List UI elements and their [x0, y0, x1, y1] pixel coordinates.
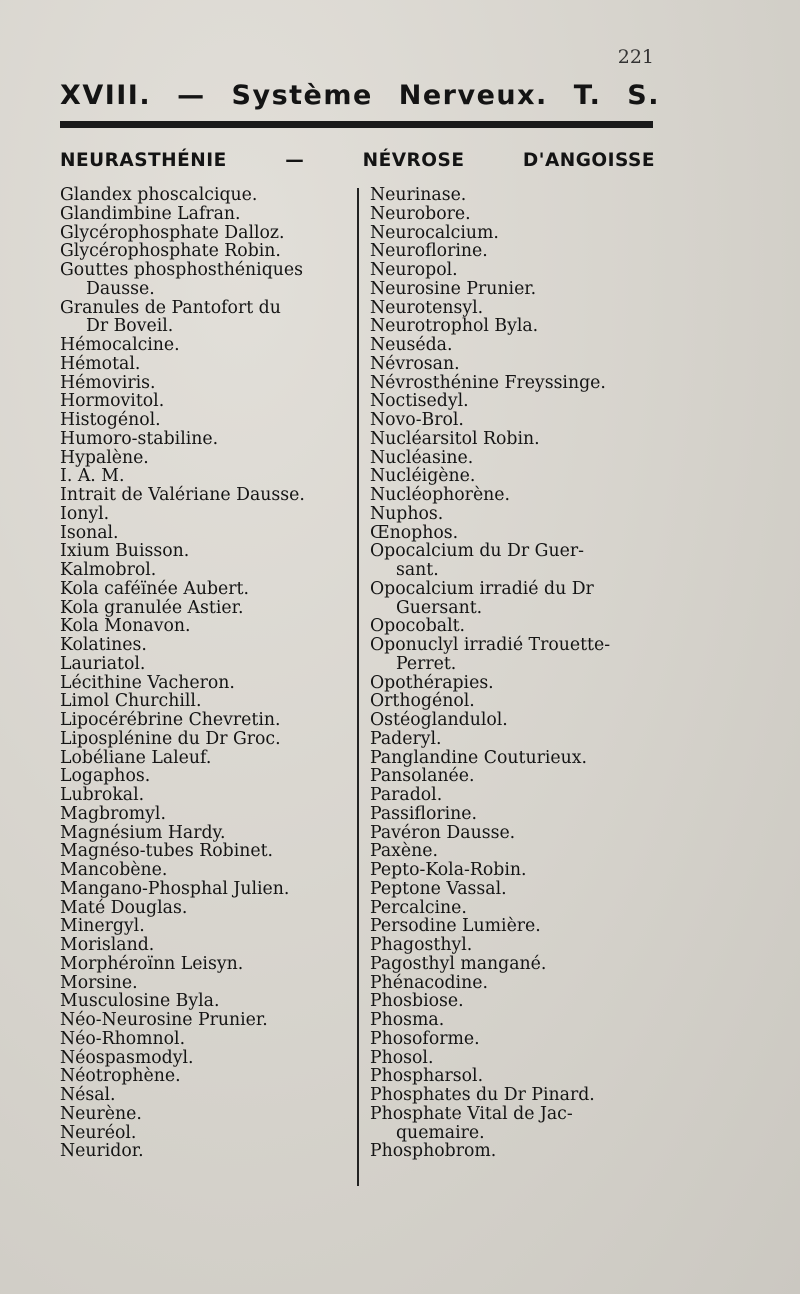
- list-item: Glycérophosphate Dalloz.: [60, 222, 285, 243]
- list-item: Kolatines.: [60, 635, 147, 655]
- list-item: Passiflorine.: [370, 803, 477, 824]
- list-item: Névrosthénine Freyssinge.: [370, 372, 606, 393]
- list-item: Neurotensyl.: [370, 297, 484, 318]
- list-item: Neurotrophol Byla.: [370, 316, 539, 337]
- list-item: Phosphobrom.: [370, 1141, 497, 1162]
- list-item: Noctisedyl.: [370, 391, 469, 412]
- list-item: Pavéron Dausse.: [370, 822, 516, 843]
- list-item: Morsine.: [60, 972, 138, 993]
- list-item: Opocalcium du Dr Guer-: [370, 541, 584, 562]
- list-item: Peptone Vassal.: [370, 878, 507, 899]
- list-item: Hémocalcine.: [60, 335, 180, 355]
- list-item: Lécithine Vacheron.: [60, 672, 235, 693]
- list-item: Phagosthyl.: [370, 935, 473, 955]
- list-item: Phosphate Vital de Jac-: [370, 1103, 573, 1124]
- list-item: Glycérophosphate Robin.: [60, 241, 281, 262]
- list-item: Oponuclyl irradié Trouette-: [370, 635, 611, 655]
- list-item: Magnéso-tubes Robinet.: [60, 841, 274, 862]
- list-item: Novo-Brol.: [370, 410, 464, 430]
- list-item: Neurinase.: [370, 185, 467, 205]
- list-item: Hémotal.: [60, 353, 141, 374]
- list-item: Maté Douglas.: [60, 897, 188, 918]
- page-number: 221: [617, 46, 654, 68]
- list-item: Nucléasine.: [370, 447, 474, 468]
- list-item: Nucléophorène.: [370, 485, 511, 505]
- list-item: Gouttes phosphosthéniques: [60, 260, 303, 280]
- list-item: Mangano-Phosphal Julien.: [60, 878, 290, 899]
- list-item: Kalmobrol.: [60, 560, 157, 580]
- list-item: Nuphos.: [370, 503, 444, 524]
- list-item: Phosbiose.: [370, 991, 464, 1012]
- list-item: quemaire.: [396, 1122, 485, 1143]
- list-item: Neurocalcium.: [370, 222, 499, 243]
- list-item: Magnésium Hardy.: [60, 822, 226, 843]
- left-column: [60, 186, 350, 1161]
- column-divider: [357, 188, 359, 1186]
- list-item: Morphéroïnn Leisyn.: [60, 953, 244, 974]
- list-item: Lobéliane Laleuf.: [60, 747, 212, 768]
- list-item: Lubrokal.: [60, 785, 145, 805]
- list-item: Dr Boveil.: [86, 316, 174, 337]
- list-item: Dausse.: [86, 278, 155, 299]
- list-item: Mancobène.: [60, 860, 168, 880]
- list-item: Intrait de Valériane Dausse.: [60, 485, 305, 505]
- list-item: Neuroflorine.: [370, 241, 488, 262]
- list-item: Paxène.: [370, 841, 438, 862]
- list-item: Logaphos.: [60, 766, 151, 787]
- list-item: Nucléigène.: [370, 466, 476, 487]
- list-item: Neuséda.: [370, 335, 453, 355]
- list-item: Minergyl.: [60, 916, 145, 937]
- list-item: Glandimbine Lafran.: [60, 203, 241, 224]
- list-item: Phosoforme.: [370, 1028, 480, 1049]
- list-item: Pagosthyl mangané.: [370, 953, 547, 974]
- chapter-title: XVIII. — Système Nerveux. T. S.: [60, 80, 660, 111]
- list-item: Lipocérébrine Chevretin.: [60, 710, 281, 730]
- list-item: Panglandine Couturieux.: [370, 747, 587, 768]
- list-item: Neurosine Prunier.: [370, 278, 537, 299]
- list-item: Limol Churchill.: [60, 691, 202, 712]
- list-item: Granules de Pantofort du: [60, 297, 281, 318]
- list-item: Hormovitol.: [60, 391, 165, 412]
- section-title: NEURASTHÉNIE — NÉVROSE D'ANGOISSE: [60, 150, 655, 171]
- list-item: Pansolanée.: [370, 766, 475, 787]
- list-item: Neuréol.: [60, 1122, 137, 1143]
- list-item: Névrosan.: [370, 353, 460, 374]
- list-item: Opocalcium irradié du Dr: [370, 578, 594, 599]
- list-item: Neuropol.: [370, 260, 458, 280]
- list-item: Phosma.: [370, 1010, 445, 1030]
- list-item: Liposplénine du Dr Groc.: [60, 728, 281, 749]
- list-item: Paradol.: [370, 785, 443, 805]
- list-item: Guersant.: [396, 597, 483, 618]
- list-item: Neurène.: [60, 1103, 142, 1124]
- list-item: Isonal.: [60, 522, 119, 543]
- list-item: Ixium Buisson.: [60, 541, 190, 562]
- chapter-rule: [60, 121, 653, 128]
- list-item: Neurobore.: [370, 203, 471, 224]
- list-item: Kola granulée Astier.: [60, 597, 244, 618]
- list-item: Perret.: [396, 653, 457, 674]
- list-item: Phénacodine.: [370, 972, 488, 993]
- list-item: Histogénol.: [60, 410, 161, 430]
- list-item: Kola caféïnée Aubert.: [60, 578, 249, 599]
- list-item: Phosphates du Dr Pinard.: [370, 1085, 595, 1105]
- list-item: I. A. M.: [60, 466, 125, 487]
- list-item: Musculosine Byla.: [60, 991, 220, 1012]
- list-item: Néo-Rhomnol.: [60, 1028, 186, 1049]
- list-item: Hémoviris.: [60, 372, 156, 393]
- list-item: Humoro-stabiline.: [60, 428, 219, 449]
- list-item: Phosol.: [370, 1047, 434, 1068]
- right-column: [370, 186, 666, 1161]
- list-item: Kola Monavon.: [60, 616, 191, 637]
- list-item: Néospasmodyl.: [60, 1047, 194, 1068]
- list-item: Nucléarsitol Robin.: [370, 428, 540, 449]
- list-item: sant.: [396, 560, 439, 580]
- list-item: Orthogénol.: [370, 691, 475, 712]
- list-item: Œnophos.: [370, 522, 459, 543]
- list-item: Neuridor.: [60, 1141, 144, 1162]
- list-item: Morisland.: [60, 935, 155, 955]
- list-item: Hypalène.: [60, 447, 149, 468]
- list-item: Opocobalt.: [370, 616, 466, 637]
- list-item: Paderyl.: [370, 728, 442, 749]
- list-item: Glandex phoscalcique.: [60, 185, 258, 205]
- list-item: Persodine Lumière.: [370, 916, 541, 937]
- list-item: Ostéoglandulol.: [370, 710, 508, 730]
- list-item: Phospharsol.: [370, 1066, 484, 1087]
- list-item: Ionyl.: [60, 503, 110, 524]
- list-item: Néotrophène.: [60, 1066, 181, 1087]
- list-item: Percalcine.: [370, 897, 467, 918]
- list-item: Magbromyl.: [60, 803, 166, 824]
- list-item: Nésal.: [60, 1085, 116, 1105]
- list-item: Pepto-Kola-Robin.: [370, 860, 527, 880]
- list-item: Néo-Neurosine Prunier.: [60, 1010, 268, 1030]
- list-item: Opothérapies.: [370, 672, 494, 693]
- list-item: Lauriatol.: [60, 653, 146, 674]
